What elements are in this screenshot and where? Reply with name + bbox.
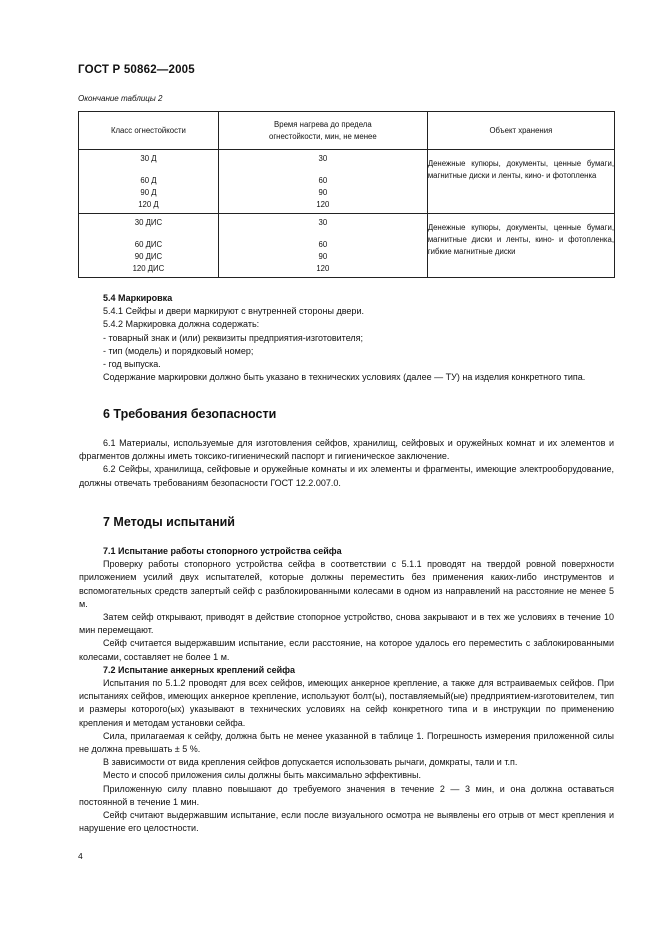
time-cell bbox=[218, 150, 427, 214]
page-number: 4 bbox=[78, 851, 83, 861]
section-heading: 6 Требования безопасности bbox=[103, 407, 277, 421]
paragraph: 6.2 Сейфы, хранилища, сейфовые и оружейные комнаты и их элементы и фрагменты, имеющие электрооборудование, должны отвечать требованиям безопасности ГОСТ 12.2.007.0. bbox=[79, 464, 614, 488]
header-class: Класс огнестойкости bbox=[79, 112, 219, 150]
paragraph: 5.4.2 Маркировка должна содержать: bbox=[103, 319, 260, 330]
class-value: 60 ДИС bbox=[134, 240, 163, 249]
time-value: 120 bbox=[316, 264, 330, 273]
class-value: 120 ДИС bbox=[132, 264, 165, 273]
class-value: 60 Д bbox=[140, 176, 157, 185]
time-value: 60 bbox=[318, 240, 328, 249]
section-6-body bbox=[79, 437, 614, 490]
time-value: 90 bbox=[318, 188, 328, 197]
paragraph: Проверку работы стопорного устройства сейфа в соответствии с 5.1.1 проводят на твердой ровной поверхности приложением усилий двух испытателей, которые должны переместить без применения каких-либо инструментов и вспомогательных средств запертый сейф с разблокированными колесами в одном из направлений на расстояние не менее 5 м. bbox=[79, 559, 614, 609]
table-header-row bbox=[79, 112, 615, 150]
paragraph: Сейф считают выдержавшим испытание, если после визуального осмотра не выявлены его отрыв от мест крепления и нарушение его целостности. bbox=[79, 810, 614, 834]
section-title: 5.4 Маркировка bbox=[103, 293, 173, 303]
document-header: ГОСТ Р 50862—2005 bbox=[78, 64, 195, 76]
section-5-4-note bbox=[79, 371, 614, 384]
list-item: - товарный знак и (или) реквизиты предприятия-изготовителя; bbox=[103, 332, 364, 343]
list-item: - тип (модель) и порядковый номер; bbox=[103, 345, 254, 356]
section-7 bbox=[79, 516, 614, 529]
paragraph: Затем сейф открывают, приводят в действие стопорное устройство, снова закрывают и в тех же условиях в течение 10 мин перемещают. bbox=[79, 612, 614, 636]
object-cell bbox=[427, 150, 614, 214]
paragraph: Сила, прилагаемая к сейфу, должна быть не менее указанной в таблице 1. Погрешность измерения приложенной силы не должна превышать ± 5 %. bbox=[79, 730, 614, 755]
table-row bbox=[79, 150, 615, 214]
time-value: 60 bbox=[318, 176, 328, 185]
paragraph: 6.1 Материалы, используемые для изготовления сейфов, хранилищ, сейфовых и оружейных комнат и их элементов и фрагментов должны иметь токсико-гигиенический паспорт и гигиеническое заключение. bbox=[79, 438, 614, 462]
table-row bbox=[79, 214, 615, 278]
object-text: Денежные купюры, документы, ценные бумаги, магнитные диски и ленты, кино- и фотопленка bbox=[427, 159, 614, 180]
paragraph: Испытания по 5.1.2 проводят для всех сейфов, имеющих анкерное крепление, а также для встраиваемых сейфов. При испытаниях сейфов, имеющих анкерное крепление, используют болт(ы), поставляемый(ые) предприятием-изготовителем, тип и размеры которого(ых) указывают в технических условиях на сейф конкретного типа и в инструкции по применению крепления и методам установки сейфа. bbox=[79, 678, 614, 728]
class-value: 30 ДИС bbox=[134, 218, 163, 227]
paragraph: Содержание маркировки должно быть указано в технических условиях (далее — ТУ) на изделия конкретного типа. bbox=[103, 372, 586, 382]
section-heading: 7 Методы испытаний bbox=[103, 515, 235, 529]
paragraph: Сейф считается выдержавшим испытание, если расстояние, на которое удалось его переместить с заблокированными колесами, составляет не более 1 м. bbox=[79, 638, 614, 662]
paragraph: Место и способ приложения силы должны быть максимально эффективны. bbox=[103, 770, 421, 781]
time-value: 90 bbox=[318, 252, 328, 261]
time-cell bbox=[218, 214, 427, 278]
section-7-body bbox=[79, 545, 614, 835]
paragraph: 5.4.1 Сейфы и двери маркируют с внутренней стороны двери. bbox=[103, 306, 364, 317]
class-value: 30 Д bbox=[140, 154, 157, 163]
object-text: Денежные купюры, документы, ценные бумаги, магнитные диски и ленты, кино- и фотопленка, гибкие магнитные диски bbox=[427, 223, 614, 256]
object-cell bbox=[427, 214, 614, 278]
table-caption: Окончание таблицы 2 bbox=[78, 94, 163, 103]
section-5-4 bbox=[103, 292, 614, 371]
class-value: 90 Д bbox=[140, 188, 157, 197]
time-value: 120 bbox=[316, 200, 330, 209]
section-6 bbox=[79, 408, 614, 421]
class-cell bbox=[79, 214, 219, 278]
paragraph: Приложенную силу плавно повышают до требуемого значения в течение 2 — 3 мин, и она должна оставаться постоянной в течение 1 мин. bbox=[79, 783, 614, 807]
fire-resistance-table bbox=[78, 111, 615, 278]
class-value: 120 Д bbox=[138, 200, 159, 209]
class-cell bbox=[79, 150, 219, 214]
time-value: 30 bbox=[318, 218, 328, 227]
list-item: - год выпуска. bbox=[103, 359, 161, 370]
subsection-title: 7.2 Испытание анкерных креплений сейфа bbox=[103, 664, 296, 675]
subsection-title: 7.1 Испытание работы стопорного устройства сейфа bbox=[103, 546, 342, 556]
time-value: 30 bbox=[318, 154, 328, 163]
header-time: Время нагрева до предела огнестойкости, мин, не менее bbox=[218, 112, 427, 150]
header-object: Объект хранения bbox=[427, 112, 614, 150]
class-value: 90 ДИС bbox=[134, 252, 163, 261]
paragraph: В зависимости от вида крепления сейфов допускается использовать рычаги, домкраты, тали и т.п. bbox=[103, 757, 518, 768]
